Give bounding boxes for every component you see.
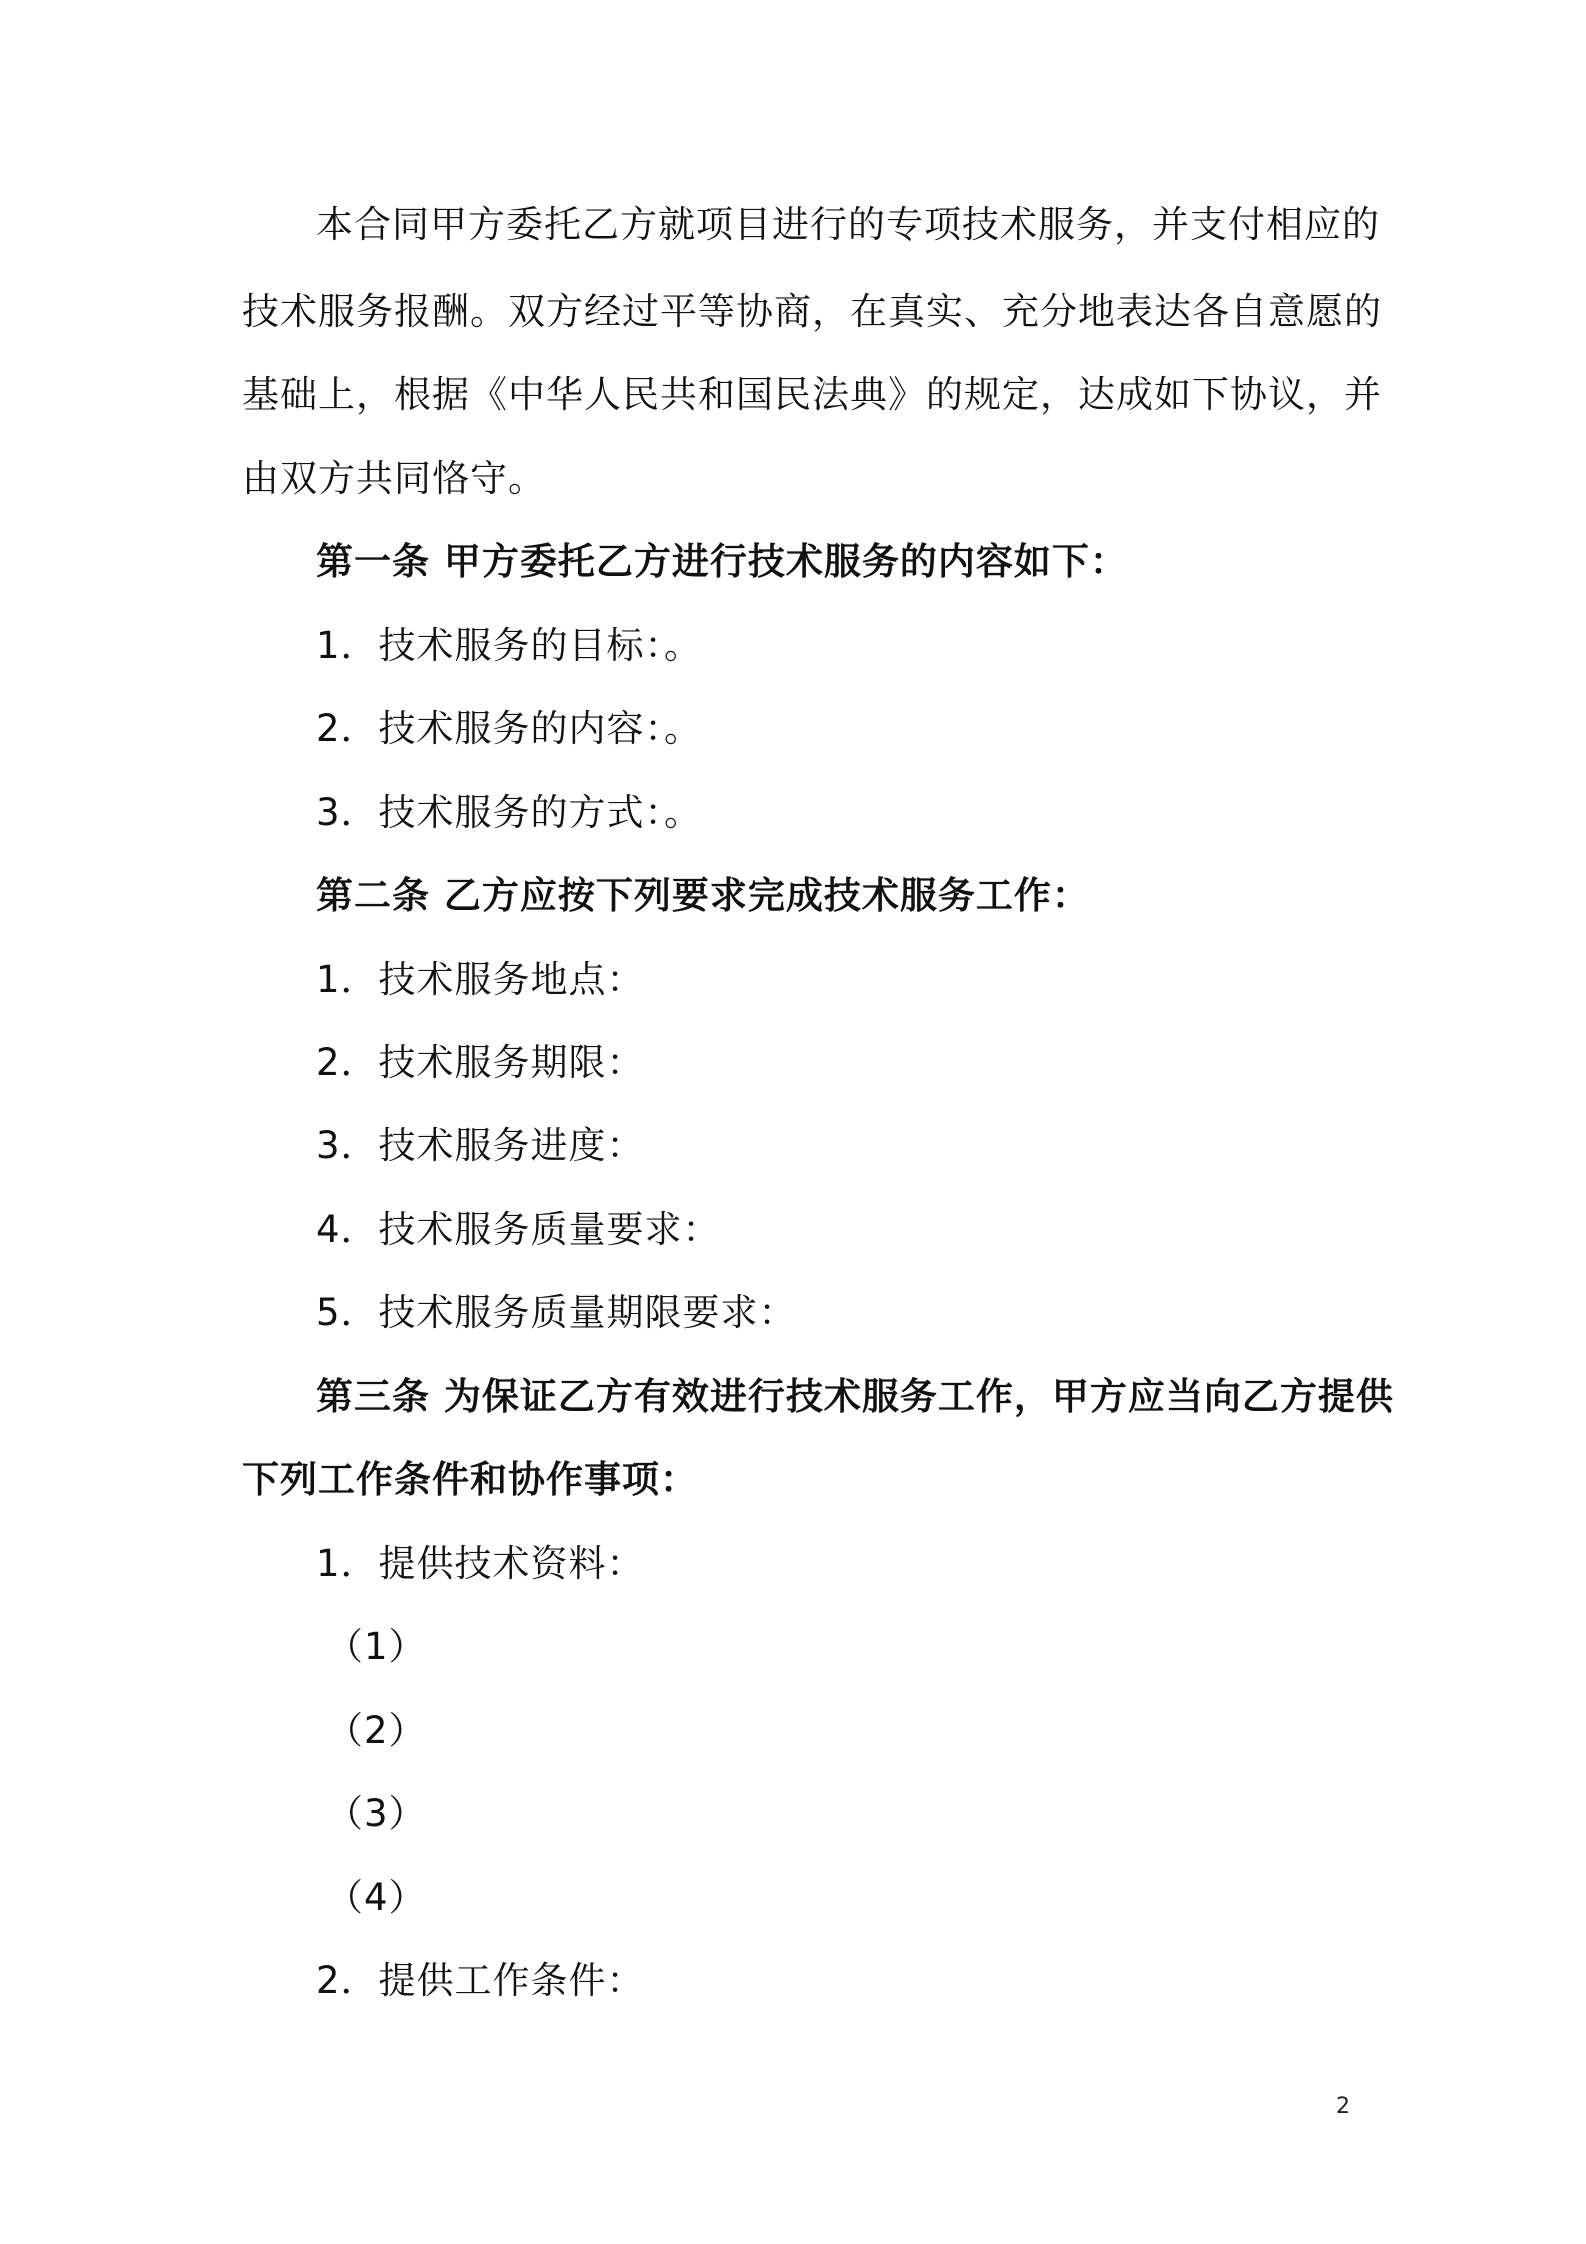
article-3-item-2: 2．提供工作条件：: [316, 1959, 645, 2002]
article-1-heading: 第一条 甲方委托乙方进行技术服务的内容如下：: [316, 540, 1128, 583]
article-2-item-1: 1．技术服务地点：: [316, 958, 645, 1001]
article-2-item-4: 4．技术服务质量要求：: [316, 1208, 721, 1251]
article-1-item-1: 1．技术服务的目标：。: [316, 624, 703, 667]
article-2-heading: 第二条 乙方应按下列要求完成技术服务工作：: [316, 874, 1090, 917]
article-1-item-3: 3．技术服务的方式：。: [316, 791, 703, 834]
article-3-subitem-1: （1）: [326, 1625, 427, 1668]
article-2-item-5: 5．技术服务质量期限要求：: [316, 1291, 797, 1334]
preamble-line-1: 本合同甲方委托乙方就项目进行的专项技术服务，并支付相应的: [316, 203, 1380, 246]
preamble-line-3: 基础上，根据《中华人民共和国民法典》的规定，达成如下协议，并: [242, 373, 1382, 416]
article-1-item-2: 2．技术服务的内容：。: [316, 707, 703, 750]
article-3-item-1: 1．提供技术资料：: [316, 1542, 645, 1585]
article-3-subitem-4: （4）: [326, 1876, 427, 1919]
article-2-item-3: 3．技术服务进度：: [316, 1124, 645, 1167]
article-3-heading-line-2: 下列工作条件和协作事项：: [242, 1458, 698, 1501]
article-2-item-2: 2．技术服务期限：: [316, 1041, 645, 1084]
article-3-subitem-2: （2）: [326, 1709, 427, 1752]
article-3-heading-line-1: 第三条 为保证乙方有效进行技术服务工作，甲方应当向乙方提供: [316, 1375, 1394, 1418]
page-number: 2: [1336, 2094, 1350, 2119]
preamble-line-4: 由双方共同恪守。: [242, 457, 546, 500]
preamble-line-2: 技术服务报酬。双方经过平等协商，在真实、充分地表达各自意愿的: [242, 290, 1382, 333]
article-3-subitem-3: （3）: [326, 1792, 427, 1835]
